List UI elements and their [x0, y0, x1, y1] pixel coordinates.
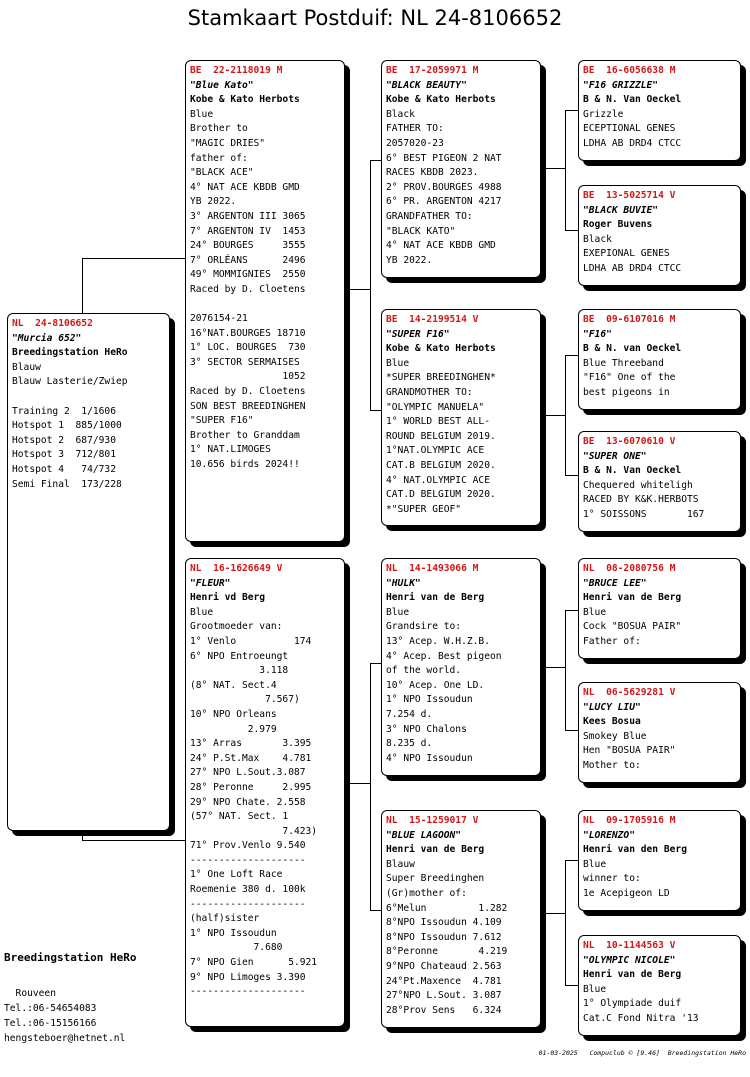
pigeon-name: "Blue Kato": [190, 79, 254, 91]
detail-line: Blue Threeband: [583, 357, 664, 369]
detail-line: Super Breedinghen: [386, 873, 485, 885]
breeder-name: B & N. Van Oeckel: [583, 94, 682, 106]
detail-line: 27° NPO L.Sout.3.087: [190, 767, 306, 779]
detail-line: 13° Arras 3.395: [190, 738, 312, 750]
detail-line: 4° Acep. Best pigeon: [386, 650, 502, 662]
detail-line: Blauw: [386, 858, 415, 870]
detail-line: father of:: [190, 152, 248, 164]
pigeon-name: "BLACK BEAUTY": [386, 79, 467, 91]
detail-line: 7° NPO Gien 5.921: [190, 957, 318, 969]
pedigree-card-mff: [578, 558, 741, 659]
connector: [350, 783, 370, 784]
pedigree-card-fmf: [578, 309, 741, 410]
detail-line: Hotspot 4 74/732: [12, 463, 116, 475]
detail-line: Blue: [583, 606, 607, 618]
detail-line: 10° NPO Orleans: [190, 708, 277, 720]
breeder-name: Henri van den Berg: [583, 844, 687, 856]
ring-number: BE 14-2199514 V: [386, 314, 479, 325]
pigeon-name: "HULK": [386, 577, 421, 589]
owner-line: Rouveen: [4, 988, 56, 999]
detail-line: ROUND BELGIUM 2019.: [386, 430, 496, 442]
detail-line: 28°Prov Sens 6.324: [386, 1004, 502, 1016]
breeder-name: Breedingstation HeRo: [12, 347, 128, 359]
detail-line: 1° SOISSONS 167: [583, 508, 705, 520]
detail-line: Blauw Lasterie/Zwiep: [12, 376, 128, 388]
detail-line: 9°NPO Chateaud 2.563: [386, 960, 502, 972]
detail-line: Cat.C Fond Nitra '13: [583, 1012, 699, 1024]
page-title: Stamkaart Postduif: NL 24-8106652: [187, 6, 563, 30]
detail-line: Father of:: [583, 635, 641, 647]
breeder-name: B & N. van Oeckel: [583, 343, 682, 355]
pedigree-card-mfm: [578, 682, 741, 783]
owner-name: Breedingstation HeRo: [4, 951, 137, 964]
connector: [565, 355, 566, 475]
connector: [545, 913, 565, 914]
pedigree-card-mother: [185, 558, 345, 1027]
pedigree-card-father: [185, 60, 345, 542]
owner-phone-2: Tel.:06-15156166: [4, 1018, 97, 1029]
ring-number: NL 15-1259017 V: [386, 815, 479, 826]
detail-line: Hotspot 1 885/1000: [12, 420, 122, 432]
pedigree-card-subject: [7, 313, 170, 831]
connector: [370, 160, 371, 410]
detail-line: Blue: [583, 983, 607, 995]
owner-phone-1: Tel.:06-54654083: [4, 1003, 97, 1014]
detail-line: FATHER TO:: [386, 123, 444, 135]
connector: [565, 110, 566, 230]
detail-line: CAT.D BELGIUM 2020.: [386, 489, 496, 501]
breeder-name: Henri vd Berg: [190, 592, 266, 604]
detail-line: Grootmoeder van:: [190, 621, 283, 633]
detail-line: Blue: [386, 606, 410, 618]
pigeon-name: "OLYMPIC NICOLE": [583, 954, 676, 966]
connector: [545, 168, 565, 169]
connector: [545, 667, 565, 668]
breeder-name: Kees Bosua: [583, 716, 641, 728]
detail-line: 8°NPO Issoudun 7.612: [386, 931, 502, 943]
detail-line: 10.656 birds 2024!!: [190, 459, 300, 471]
detail-line: --------------------: [190, 854, 306, 866]
detail-line: 1° NPO Issoudun: [386, 694, 473, 706]
detail-line: 8°NPO Issoudun 4.109: [386, 917, 502, 929]
ring-number: BE 09-6107016 M: [583, 314, 676, 325]
detail-line: *SUPER BREEDINGHEN*: [386, 372, 496, 384]
breeder-name: Kobe & Kato Herbots: [386, 94, 496, 106]
detail-line: 4° NAT ACE KBDB GMD: [386, 240, 496, 252]
detail-line: 29° NPO Chate. 2.558: [190, 796, 306, 808]
detail-line: (8° NAT. Sect.4: [190, 679, 277, 691]
detail-line: 9° NPO Limoges 3.390: [190, 971, 306, 983]
connector: [370, 663, 371, 910]
detail-line: Grandsire to:: [386, 621, 462, 633]
breeder-name: Henri van de Berg: [583, 969, 682, 981]
pedigree-card-fff: [578, 60, 741, 161]
breeder-name: Kobe & Kato Herbots: [190, 94, 300, 106]
breeder-name: Henri van de Berg: [386, 592, 485, 604]
connector: [350, 289, 370, 290]
ring-number: BE 17-2059971 M: [386, 65, 479, 76]
detail-line: 6° BEST PIGEON 2 NAT: [386, 152, 502, 164]
breeder-name: Kobe & Kato Herbots: [386, 343, 496, 355]
detail-line: --------------------: [190, 986, 306, 998]
detail-line: winner to:: [583, 873, 641, 885]
connector: [565, 610, 566, 730]
detail-line: 7.567): [190, 694, 300, 706]
pedigree-card-ffm: [578, 185, 741, 286]
footer-credit: 01-03-2025 Compuclub © [9.46] Breedingstation HeRo: [538, 1049, 746, 1057]
detail-line: 4° NAT.OLYMPIC ACE: [386, 474, 490, 486]
detail-line: 3.118: [190, 665, 289, 677]
detail-line: 27°NPO L.Sout. 3.087: [386, 990, 502, 1002]
pigeon-name: "FLEUR": [190, 577, 231, 589]
detail-line: 10° Acep. One LD.: [386, 679, 485, 691]
detail-line: 8°Peronne 4.219: [386, 946, 508, 958]
detail-line: Roemenie 380 d. 100k: [190, 884, 306, 896]
detail-line: [190, 298, 340, 313]
detail-line: 1° NPO Issoudun: [190, 927, 277, 939]
detail-line: 1° One Loft Race: [190, 869, 283, 881]
detail-line: (57° NAT. Sect. 1: [190, 811, 289, 823]
pigeon-name: "F16 GRIZZLE": [583, 79, 659, 91]
detail-line: 16°NAT.BOURGES 18710: [190, 327, 306, 339]
connector: [82, 258, 83, 314]
connector: [565, 860, 566, 985]
pedigree-card-mmm: [578, 935, 741, 1036]
ring-number: NL 10-1144563 V: [583, 940, 676, 951]
detail-line: GRANDFATHER TO:: [386, 210, 473, 222]
detail-line: Smokey Blue: [583, 730, 647, 742]
detail-line: Mother to:: [583, 759, 641, 771]
detail-line: 24°Pt.Maxence 4.781: [386, 975, 502, 987]
detail-line: 2057020-23: [386, 137, 444, 149]
detail-line: *"SUPER GEOF": [386, 503, 462, 515]
pigeon-name: "SUPER ONE": [583, 450, 647, 462]
detail-line: 1e Acepigeon LD: [583, 887, 670, 899]
detail-line: Grizzle: [583, 108, 624, 120]
detail-line: YB 2022.: [190, 196, 237, 208]
pedigree-card-mother-father: [381, 558, 541, 776]
detail-line: Brother to Granddam: [190, 429, 300, 441]
detail-line: YB 2022.: [386, 254, 433, 266]
ring-number: NL 09-1705916 M: [583, 815, 676, 826]
detail-line: GRANDMOTHER TO:: [386, 386, 473, 398]
connector: [82, 830, 83, 840]
detail-line: 1° Venlo 174: [190, 635, 312, 647]
detail-line: Hotspot 2 687/930: [12, 434, 116, 446]
connector: [82, 840, 186, 841]
detail-line: 6° NPO Entroeungt: [190, 650, 289, 662]
detail-line: 7.254 d.: [386, 708, 433, 720]
detail-line: 7° ORLÉANS 2496: [190, 254, 306, 266]
connector: [545, 415, 565, 416]
detail-line: 13° Acep. W.H.Z.B.: [386, 635, 490, 647]
pedigree-card-father-father: [381, 60, 541, 278]
detail-line: 3° SECTOR SERMAISES: [190, 356, 300, 368]
pedigree-card-father-mother: [381, 309, 541, 526]
owner-email: hengsteboer@hetnet.nl: [4, 1033, 126, 1044]
detail-line: of the world.: [386, 665, 462, 677]
breeder-name: Henri van de Berg: [583, 592, 682, 604]
detail-line: Black: [386, 108, 415, 120]
detail-line: Training 2 1/1606: [12, 405, 116, 417]
pigeon-name: "LORENZO": [583, 829, 635, 841]
ring-number: BE 13-5025714 V: [583, 190, 676, 201]
pigeon-name: "F16": [583, 328, 612, 340]
detail-line: SON BEST BREEDINGHEN: [190, 400, 306, 412]
detail-line: Chequered whiteligh: [583, 479, 693, 491]
detail-line: 1° WORLD BEST ALL-: [386, 416, 490, 428]
detail-line: (Gr)mother of:: [386, 887, 467, 899]
detail-line: Blue: [190, 606, 214, 618]
pedigree-card-mmf: [578, 810, 741, 911]
detail-line: 3° ARGENTON III 3065: [190, 210, 306, 222]
detail-line: 49° MOMMIGNIES 2550: [190, 269, 306, 281]
detail-line: Blue: [190, 108, 214, 120]
detail-line: 2° PROV.BOURGES 4988: [386, 181, 502, 193]
pigeon-name: "BLUE LAGOON": [386, 829, 462, 841]
connector: [82, 258, 186, 259]
detail-line: 8.235 d.: [386, 738, 433, 750]
pigeon-name: "Murcia 652": [12, 332, 82, 344]
breeder-name: Henri van de Berg: [386, 844, 485, 856]
pedigree-card-fmm: [578, 431, 741, 532]
detail-line: 7° ARGENTON IV 1453: [190, 225, 306, 237]
ring-number: NL 24-8106652: [12, 318, 93, 329]
detail-line: 28° Peronne 2.995: [190, 781, 312, 793]
detail-line: 1° NAT.LIMOGES: [190, 444, 271, 456]
detail-line: Hen "BOSUA PAIR": [583, 745, 676, 757]
detail-line: 6° PR. ARGENTON 4217: [386, 196, 502, 208]
breeder-name: B & N. Van Oeckel: [583, 465, 682, 477]
detail-line: Hotspot 3 712/801: [12, 449, 116, 461]
detail-line: Raced by D. Cloetens: [190, 386, 306, 398]
ring-number: NL 16-1626649 V: [190, 563, 283, 574]
detail-line: Blauw: [12, 361, 41, 373]
detail-line: 71° Prov.Venlo 9.540: [190, 840, 306, 852]
ring-number: NL 14-1493066 M: [386, 563, 479, 574]
detail-line: Blue: [583, 858, 607, 870]
detail-line: 1° LOC. BOURGES 730: [190, 342, 306, 354]
detail-line: 1°NAT.OLYMPIC ACE: [386, 445, 485, 457]
detail-line: 2.979: [190, 723, 277, 735]
detail-line: "MAGIC DRIES": [190, 137, 266, 149]
detail-line: 1052: [190, 371, 306, 383]
detail-line: 4° NAT ACE KBDB GMD: [190, 181, 300, 193]
ring-number: NL 06-5629281 V: [583, 687, 676, 698]
detail-line: "F16" One of the: [583, 372, 676, 384]
detail-line: 1° Olympiade duif: [583, 998, 682, 1010]
detail-line: LDHA AB DRD4 CTCC: [583, 262, 682, 274]
detail-line: CAT.B BELGIUM 2020.: [386, 459, 496, 471]
pigeon-name: "BLACK BUVIE": [583, 204, 659, 216]
ring-number: NL 08-2080756 M: [583, 563, 676, 574]
detail-line: "SUPER F16": [190, 415, 254, 427]
detail-line: EXEPIONAL GENES: [583, 248, 670, 260]
detail-line: 7.423): [190, 825, 318, 837]
detail-line: 24° P.St.Max 4.781: [190, 752, 312, 764]
detail-line: 2076154-21: [190, 313, 248, 325]
detail-line: Blue: [386, 357, 410, 369]
detail-line: 24° BOURGES 3555: [190, 240, 306, 252]
pigeon-name: "SUPER F16": [386, 328, 450, 340]
ring-number: BE 22-2118019 M: [190, 65, 283, 76]
pigeon-name: "LUCY LIU": [583, 701, 641, 713]
detail-line: 7.680: [190, 942, 283, 954]
detail-line: Cock "BOSUA PAIR": [583, 621, 682, 633]
ring-number: BE 16-6056638 M: [583, 65, 676, 76]
detail-line: --------------------: [190, 898, 306, 910]
detail-line: Black: [583, 233, 612, 245]
detail-line: ECEPTIONAL GENES: [583, 123, 676, 135]
detail-line: Brother to: [190, 123, 248, 135]
detail-line: "OLYMPIC MANUELA": [386, 401, 485, 413]
pigeon-name: "BRUCE LEE": [583, 577, 647, 589]
detail-line: Raced by D. Cloetens: [190, 283, 306, 295]
detail-line: (half)sister: [190, 913, 260, 925]
detail-line: 4° NPO Issoudun: [386, 752, 473, 764]
detail-line: "BLACK ACE": [190, 167, 254, 179]
detail-line: 6°Melun 1.282: [386, 902, 508, 914]
pedigree-card-mother-mother: [381, 810, 541, 1028]
detail-line: "BLACK KATO": [386, 225, 456, 237]
ring-number: BE 13-6070610 V: [583, 436, 676, 447]
detail-line: LDHA AB DRD4 CTCC: [583, 137, 682, 149]
detail-line: Semi Final 173/228: [12, 478, 122, 490]
breeder-name: Roger Buvens: [583, 219, 653, 231]
detail-line: best pigeons in: [583, 386, 670, 398]
detail-line: RACED BY K&K.HERBOTS: [583, 494, 699, 506]
detail-line: 3° NPO Chalons: [386, 723, 467, 735]
detail-line: [12, 390, 165, 405]
detail-line: RACES KBDB 2023.: [386, 167, 479, 179]
